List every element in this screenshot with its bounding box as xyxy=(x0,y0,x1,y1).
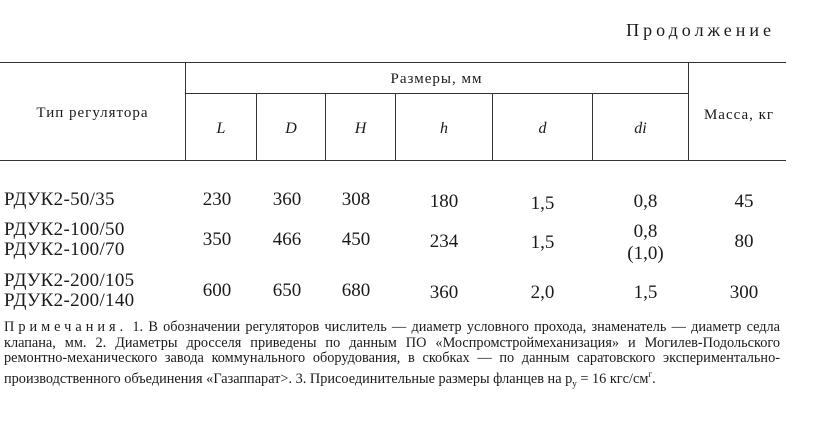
header-col-h: h xyxy=(440,120,448,137)
row2-mass: 80 xyxy=(734,231,754,252)
row1-h: 180 xyxy=(429,191,459,212)
table-header-bottom-rule xyxy=(0,160,786,161)
row2-H: 450 xyxy=(341,229,371,250)
row3-H: 680 xyxy=(341,280,371,301)
row3-type: РДУК2-200/105 xyxy=(4,270,135,291)
row2-D: 466 xyxy=(272,229,302,250)
continuation-label: Продолжение xyxy=(626,20,775,40)
row1-type: РДУК2-50/35 xyxy=(4,189,115,210)
row2-type-alt: РДУК2-100/70 xyxy=(4,239,125,260)
row1-L: 230 xyxy=(202,189,232,210)
row2-di: 0,8 xyxy=(633,221,658,242)
header-col-di: di xyxy=(634,120,647,137)
notes-subscript: у xyxy=(572,378,577,389)
notes-superscript: г xyxy=(648,368,653,379)
header-col-d: d xyxy=(538,120,547,137)
header-col-D: D xyxy=(285,120,297,137)
row1-di: 0,8 xyxy=(633,191,658,212)
row1-mass: 45 xyxy=(734,191,754,212)
row2-type: РДУК2-100/50 xyxy=(4,219,125,240)
header-mass: Масса, кг xyxy=(703,107,775,123)
header-dimensions: Размеры, мм xyxy=(390,71,483,87)
row2-di-alt: (1,0) xyxy=(627,243,664,264)
dimensions-header-rule xyxy=(185,93,688,94)
notes-text: 1. В обозначении регуляторов числитель — диаметр условного прохода, знаменатель — диаметр седла клапана, мм. 2. Диаметры дросселя приведены по данным ПО «Моспромстроймеханизация» и Могилев-Подольского ремонтно-механического завода коммунального оборудования, в скобках — по данным саратовского экспериментально-производственного объединения «Газаппарат>. 3. Присоединительные размеры фланцев на р xyxy=(4,319,780,387)
notes-end: . xyxy=(652,370,656,387)
row2-h: 234 xyxy=(429,231,459,252)
row1-D: 360 xyxy=(272,189,302,210)
row3-D: 650 xyxy=(272,280,302,301)
row2-L: 350 xyxy=(202,229,232,250)
row1-H: 308 xyxy=(341,189,371,210)
row3-di: 1,5 xyxy=(633,282,658,303)
notes-text-tail: = 16 кгс/см xyxy=(576,370,649,387)
row1-d: 1,5 xyxy=(530,193,555,214)
header-type: Тип регулятора xyxy=(36,105,149,121)
row3-L: 600 xyxy=(202,280,232,301)
row3-h: 360 xyxy=(429,282,459,303)
header-col-H: H xyxy=(354,120,367,137)
row3-type-alt: РДУК2-200/140 xyxy=(4,290,135,311)
row3-d: 2,0 xyxy=(530,282,555,303)
row2-d: 1,5 xyxy=(530,232,555,253)
notes-lead: Примечания. xyxy=(4,319,128,335)
notes-paragraph xyxy=(4,320,780,392)
header-col-L: L xyxy=(216,120,226,137)
table-top-rule xyxy=(0,62,786,63)
row3-mass: 300 xyxy=(729,282,759,303)
